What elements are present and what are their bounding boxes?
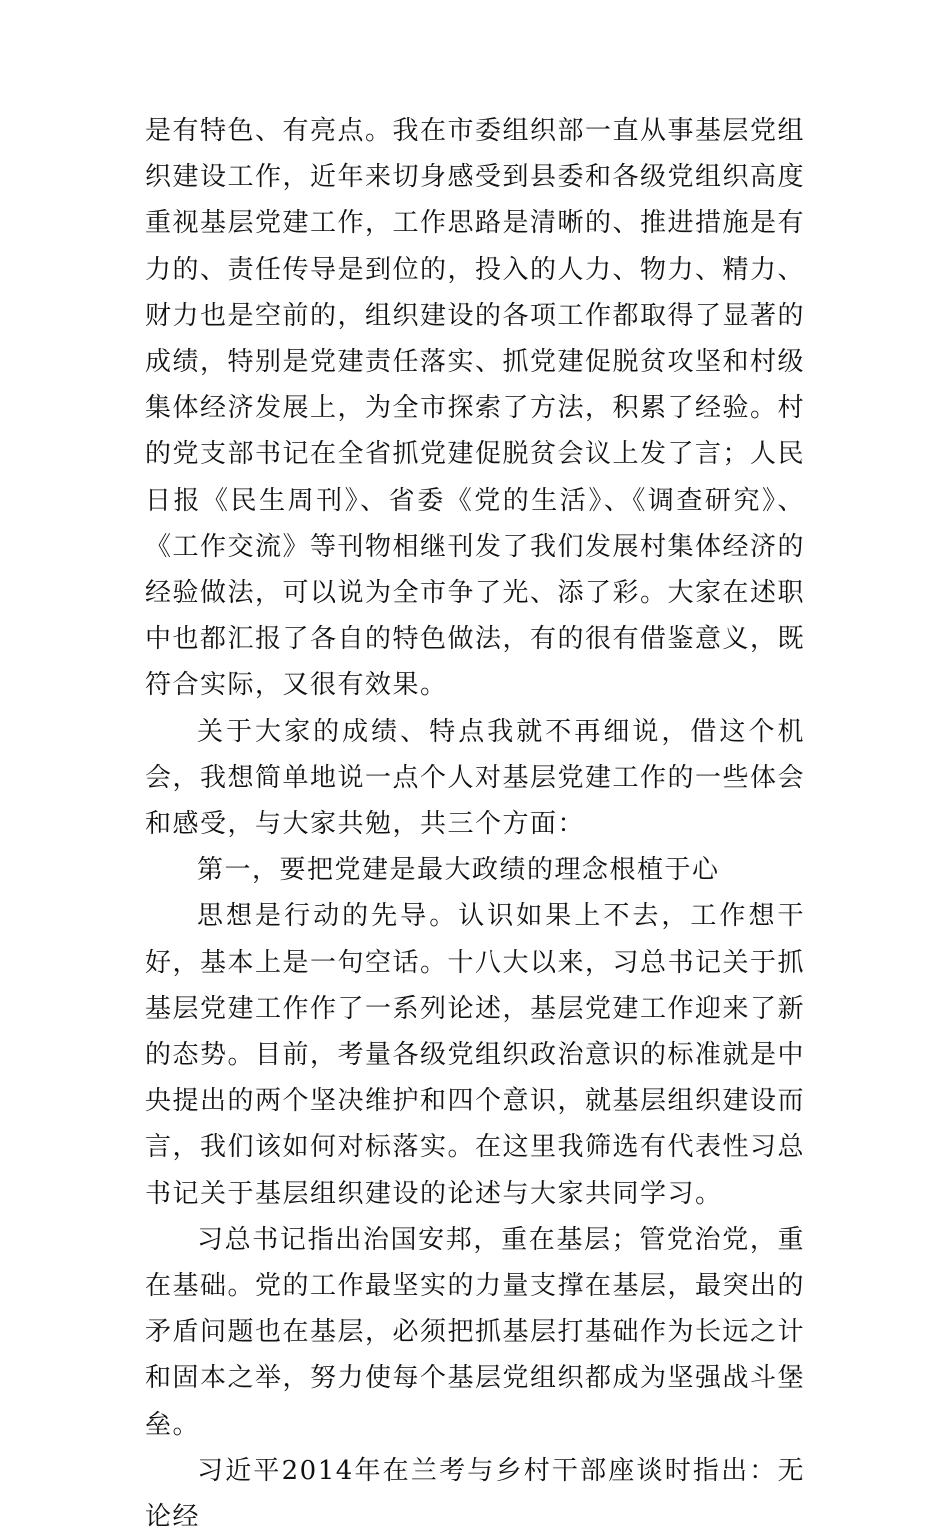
paragraph-thought-guidance: 思想是行动的先导。认识如果上不去，工作想干好，基本上是一句空话。十八大以来，习总书记关于抓基层党建工作作了一系列论述，基层党建工作迎来了新的态势。目前，考量各级党组织政治意识的标准就是中央提出的两个坚决维护和四个意识，就基层组织建设而言，我们该如何对标落实。在这里我筛选有代表性习总书记关于基层组织建设的论述与大家共同学习。 [145, 901, 806, 1209]
paragraph-quote-governance: 习总书记指出治国安邦，重在基层；管党治党，重在基础。党的工作最坚实的力量支撑在基层，最突出的矛盾问题也在基层，必须把抓基层打基础作为长远之计和固本之举，努力使每个基层党组织都成为坚强战斗堡垒。 [145, 1224, 806, 1440]
paragraph-intro-experience: 关于大家的成绩、特点我就不再细说，借这个机会，我想简单地说一点个人对基层党建工作的一些体会和感受，与大家共勉，共三个方面： [145, 716, 806, 840]
document-body [145, 108, 805, 1540]
section-heading-first: 第一，要把党建是最大政绩的理念根植于心 [197, 855, 720, 886]
paragraph-lankao: 习近平2014年在兰考与乡村干部座谈时指出：无论经 [145, 1455, 805, 1533]
paragraph-continued: 是有特色、有亮点。我在市委组织部一直从事基层党组织建设工作，近年来切身感受到县委和各级党组织高度重视基层党建工作，工作思路是清晰的、推进措施是有力的、责任传导是到位的，投入的人力、物力、精力、财力也是空前的，组织建设的各项工作都取得了显著的成绩，特别是党建责任落实、抓党建促脱贫攻坚和村级集体经济发展上，为全市探索了方法，积累了经验。村的党支部书记在全省抓党建促脱贫会议上发了言；人民日报《民生周刊》、省委《党的生活》、《调查研究》、《工作交流》等刊物相继刊发了我们发展村集体经济的经验做法，可以说为全市争了光、添了彩。大家在述职中也都汇报了各自的特色做法，有的很有借鉴意义，既符合实际，又很有效果。 [145, 116, 806, 701]
